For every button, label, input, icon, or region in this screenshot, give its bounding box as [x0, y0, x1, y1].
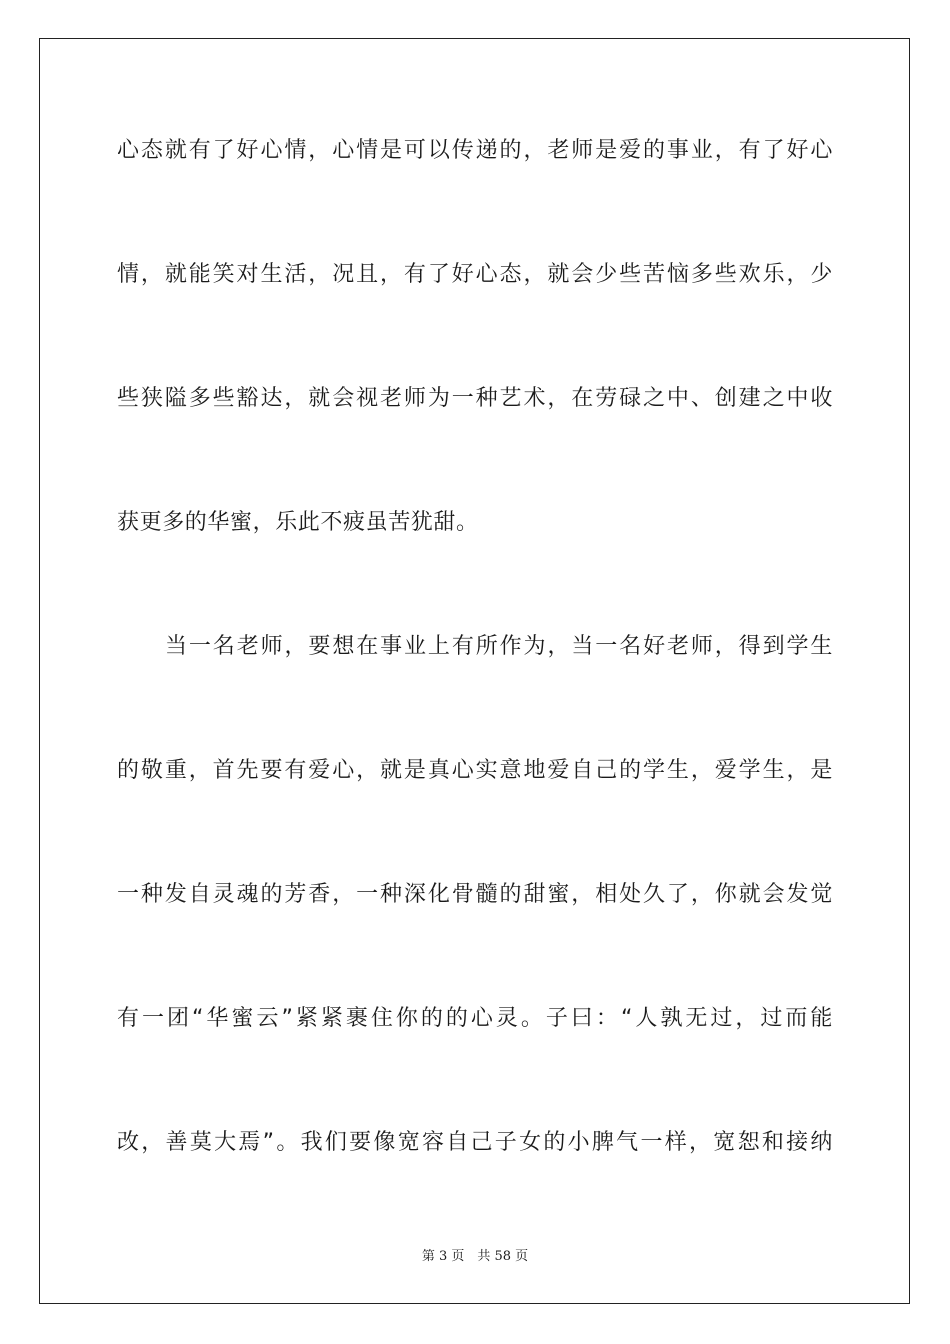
paragraph-line: 一种发自灵魂的芳香，一种深化骨髓的甜蜜，相处久了，你就会发觉: [117, 882, 833, 907]
paragraph-line: 情，就能笑对生活，况且，有了好心态，就会少些苦恼多些欢乐，少: [117, 262, 833, 287]
paragraph-line: 获更多的华蜜，乐此不疲虽苦犹甜。: [117, 510, 479, 535]
paragraph-line: 改，善莫大焉”。我们要像宽容自己子女的小脾气一样，宽恕和接纳: [117, 1130, 833, 1155]
paragraph-line: 有一团“华蜜云”紧紧裹住你的的心灵。子曰：“人孰无过，过而能: [117, 1006, 833, 1031]
paragraph-line: 当一名老师，要想在事业上有所作为，当一名好老师，得到学生: [165, 634, 833, 659]
paragraph-line: 的敬重，首先要有爱心，就是真心实意地爱自己的学生，爱学生，是: [117, 758, 833, 783]
paragraph-line: 些狭隘多些豁达，就会视老师为一种艺术，在劳碌之中、创建之中收: [117, 386, 833, 411]
page-number: 第 3 页 共 58 页: [421, 1249, 529, 1264]
page-border: [39, 38, 910, 1304]
paragraph-line: 心态就有了好心情，心情是可以传递的，老师是爱的事业，有了好心: [117, 138, 833, 163]
